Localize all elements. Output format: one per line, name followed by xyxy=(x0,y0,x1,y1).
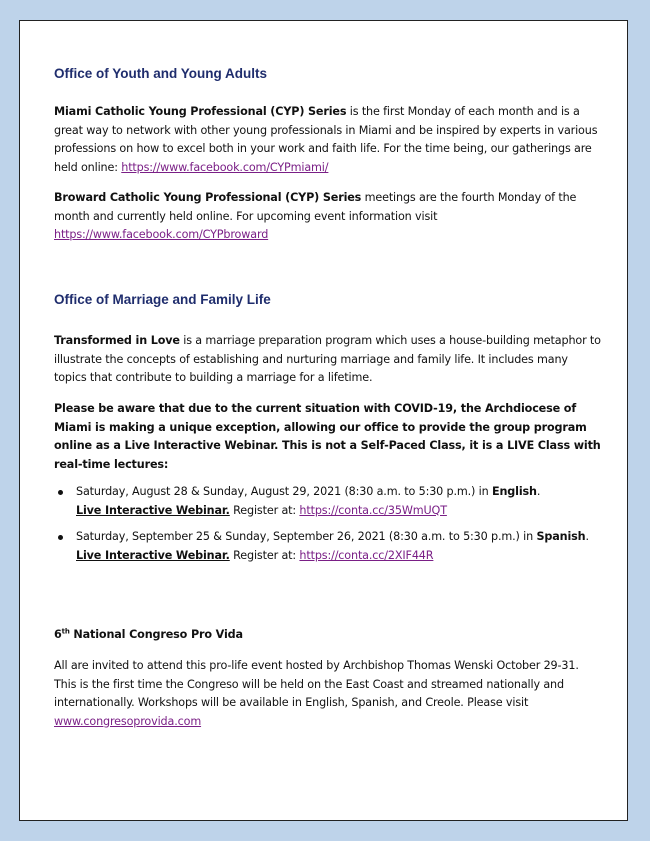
session-webinar-label: Live Interactive Webinar. xyxy=(76,503,230,517)
session-register-label: Register at: xyxy=(229,548,300,562)
covid-notice xyxy=(54,400,602,474)
session-date: Saturday, September 25 & Sunday, September 26, 2021 (8:30 a.m. to 5:30 p.m.) in xyxy=(76,530,537,543)
transformed-title: Transformed in Love xyxy=(54,334,180,347)
bullet-icon xyxy=(58,490,63,495)
congreso-text: All are invited to attend this pro-life event hosted by Archbishop Thomas Wenski October 29-31. This is the first time the Congreso will be held on the East Coast and streamed nationally and internationally. Workshops will be available in English, Spanish, and Creole. Please visit xyxy=(54,659,579,709)
broward-cyp-text: meetings are the fourth Monday of the month and currently held online. For upcoming event information visit xyxy=(54,191,577,223)
session-webinar-label: Live Interactive Webinar. xyxy=(76,548,230,562)
congreso-link[interactable]: www.congresoprovida.com xyxy=(54,714,202,728)
document-page xyxy=(19,20,628,821)
session-language: Spanish xyxy=(536,530,586,543)
session-language: English xyxy=(491,485,537,498)
english-register-link[interactable]: https://conta.cc/35WmUQT xyxy=(299,503,447,517)
broward-cyp-paragraph xyxy=(54,189,602,245)
youth-heading: Office of Youth and Young Adults xyxy=(54,66,267,81)
congreso-heading-text: National Congreso Pro Vida xyxy=(69,628,243,641)
miami-cyp-paragraph xyxy=(54,103,602,177)
miami-cyp-title: Miami Catholic Young Professional (CYP) Series xyxy=(54,105,347,118)
transformed-text: is a marriage preparation program which uses a house-building metaphor to illustrate the concepts of establishing and nurturing marriage and family life. It includes many topics that contribute to building a marriage for a lifetime. xyxy=(54,334,601,384)
transformed-paragraph xyxy=(54,332,602,388)
bullet-icon xyxy=(58,535,63,540)
session-date: Saturday, August 28 & Sunday, August 29, 2021 (8:30 a.m. to 5:30 p.m.) in xyxy=(76,485,492,498)
congreso-heading xyxy=(54,626,602,645)
session-item-english: Saturday, August 28 & Sunday, August 29, 2021 (8:30 a.m. to 5:30 p.m.) in English. Live Interactive Webinar. Register at: https://conta.cc/35WmUQT xyxy=(76,483,616,520)
broward-cyp-title: Broward Catholic Young Professional (CYP) Series xyxy=(54,191,362,204)
marriage-heading: Office of Marriage and Family Life xyxy=(54,292,271,307)
congreso-paragraph xyxy=(54,657,602,731)
miami-cyp-text: is the first Monday of each month and is a great way to network with other young professionals in Miami and be inspired by experts in various professions on how to excel both in your work and faith life. For the time being, our gatherings are held online: xyxy=(54,105,598,174)
congreso-heading-sup: th xyxy=(61,627,70,636)
session-item-spanish: Saturday, September 25 & Sunday, September 26, 2021 (8:30 a.m. to 5:30 p.m.) in Spanish. Live Interactive Webinar. Register at: https://conta.cc/2XIF44R xyxy=(76,528,616,565)
cyp-miami-link[interactable]: https://www.facebook.com/CYPmiami/ xyxy=(121,160,329,174)
cyp-broward-link[interactable]: https://www.facebook.com/CYPbroward xyxy=(54,228,269,241)
congreso-heading-num: 6 xyxy=(54,628,62,641)
covid-notice-text: Please be aware that due to the current situation with COVID-19, the Archdiocese of Miami is making a unique exception, allowing our office to provide the group program online as a Live Interactive Webinar. This is not a Self-Paced Class, it is a LIVE Class with real-time lectures: xyxy=(54,402,601,471)
spanish-register-link[interactable]: https://conta.cc/2XIF44R xyxy=(299,548,434,562)
session-register-label: Register at: xyxy=(229,503,300,517)
